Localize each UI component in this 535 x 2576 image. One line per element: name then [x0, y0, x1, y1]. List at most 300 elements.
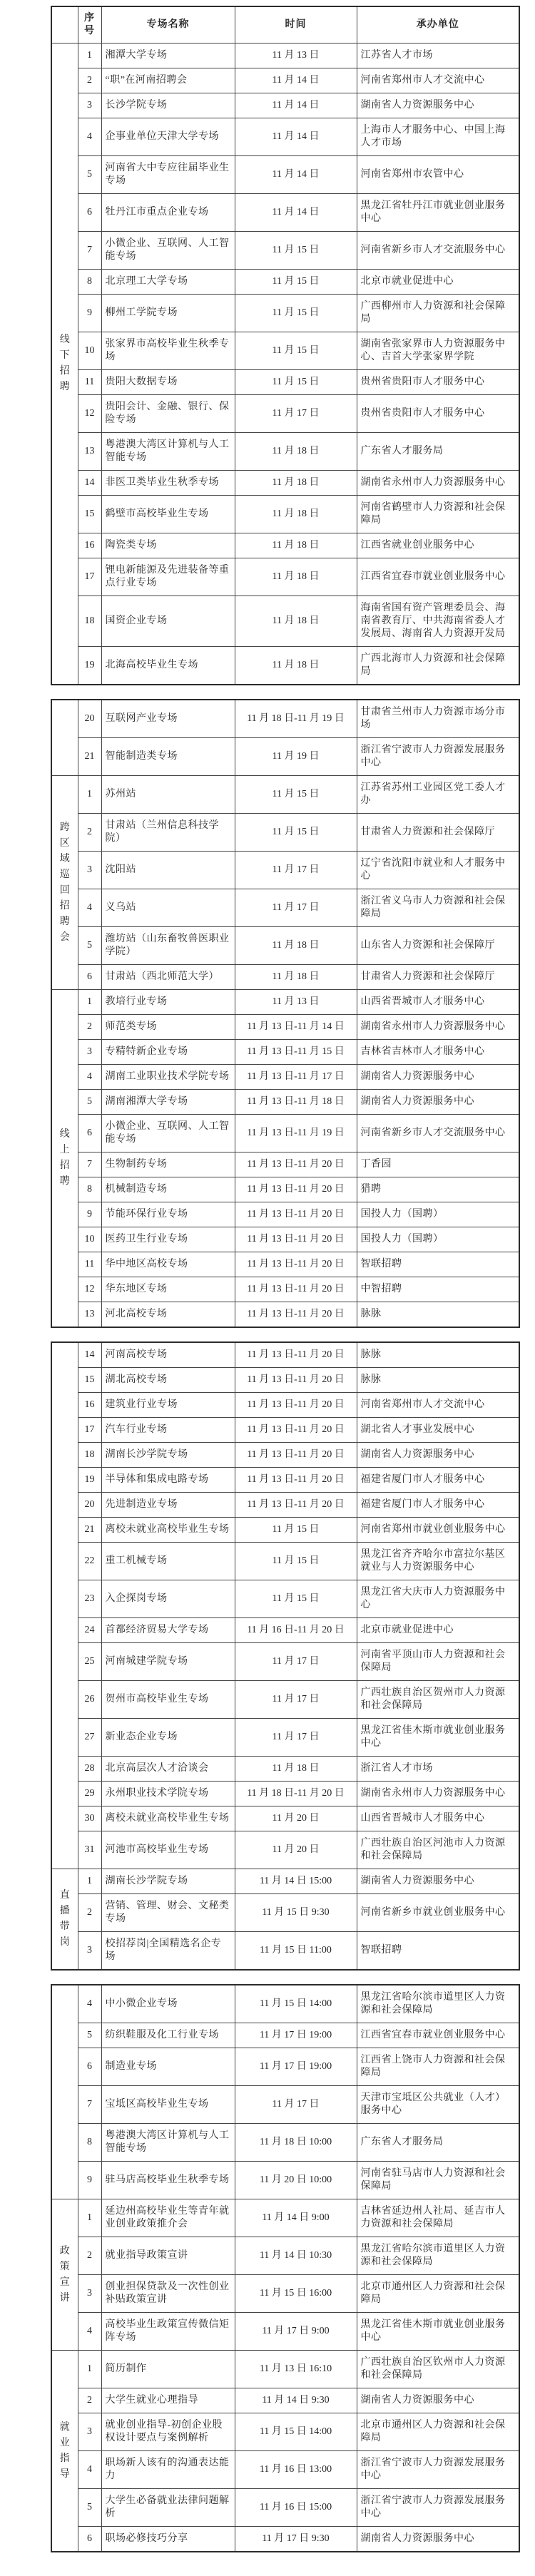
- cell-name: 半导体和集成电路专场: [101, 1468, 235, 1493]
- table-row: [51, 700, 519, 738]
- cell-org: 河南省新乡市人才交流服务中心: [357, 232, 519, 270]
- table-row: [51, 533, 519, 558]
- group-label-empty: [51, 1985, 78, 2199]
- cell-time: 11 月 13 日-11 月 14 日: [235, 1015, 357, 1040]
- cell-time: 11 月 15 日: [235, 332, 357, 370]
- cell-org: 浙江省宁波市人力资源发展服务中心: [357, 738, 519, 776]
- cell-time: 11 月 16 日-11 月 20 日: [235, 1618, 357, 1643]
- cell-name: 入企探岗专场: [101, 1580, 235, 1618]
- cell-org: 浙江省宁波市人力资源发展服务中心: [357, 2451, 519, 2489]
- cell-no: 17: [78, 558, 101, 596]
- cell-no: 27: [78, 1719, 101, 1757]
- cell-time: 11 月 13 日: [235, 990, 357, 1015]
- cell-name: 北海高校毕业生专场: [101, 647, 235, 685]
- cell-name: 锂电新能源及先进装备等重点行业专场: [101, 558, 235, 596]
- cell-no: 1: [78, 1869, 101, 1894]
- cell-org: 河南省新乡市就业创业服务中心: [357, 1894, 519, 1932]
- cell-time: 11 月 13 日-11 月 18 日: [235, 1090, 357, 1115]
- cell-no: 18: [78, 596, 101, 647]
- table-row: [51, 1468, 519, 1493]
- cell-name: 河北高校专场: [101, 1302, 235, 1328]
- table-row: [51, 1040, 519, 1065]
- cell-time: 11 月 13 日-11 月 20 日: [235, 1152, 357, 1177]
- cell-org: 脉脉: [357, 1302, 519, 1328]
- cell-no: 1: [78, 990, 101, 1015]
- cell-name: 国资企业专场: [101, 596, 235, 647]
- cell-name: 永州职业技术学院专场: [101, 1782, 235, 1806]
- cell-org: 山西省晋城市人才服务中心: [357, 990, 519, 1015]
- group-label-text: 线 上 招 聘: [59, 1129, 70, 1187]
- cell-no: 2: [78, 1015, 101, 1040]
- cell-org: 黑龙江省哈尔滨市道里区人力资源和社会保障局: [357, 1985, 519, 2023]
- cell-no: 2: [78, 814, 101, 852]
- cell-org: 湖南省人力资源服务中心: [357, 2527, 519, 2552]
- cell-no: 15: [78, 1368, 101, 1393]
- cell-org: 甘肃省人力资源和社会保障厅: [357, 814, 519, 852]
- cell-name: 华中地区高校专场: [101, 1252, 235, 1277]
- cell-org: 广东省人才服务局: [357, 2124, 519, 2162]
- cell-time: 11 月 15 日 9:30: [235, 1894, 357, 1932]
- cell-name: 贵阳大数据专场: [101, 370, 235, 395]
- cell-name: 湘潭大学专场: [101, 44, 235, 68]
- cell-name: 机械制造专场: [101, 1177, 235, 1202]
- cell-name: 医药卫生行业专场: [101, 1227, 235, 1252]
- cell-no: 20: [78, 700, 101, 738]
- cell-time: 11 月 17 日 19:00: [235, 2048, 357, 2086]
- cell-org: 山东省人力资源和社会保障厅: [357, 927, 519, 965]
- cell-time: 11 月 13 日-11 月 20 日: [235, 1393, 357, 1418]
- cell-time: 11 月 16 日 15:00: [235, 2489, 357, 2527]
- table-root: [51, 6, 535, 2552]
- cell-no: 10: [78, 332, 101, 370]
- cell-org: 湖南省人力资源服务中心: [357, 2388, 519, 2413]
- cell-no: 10: [78, 1227, 101, 1252]
- cell-org: 浙江省义乌市人力资源和社会保障局: [357, 889, 519, 927]
- cell-name: 华东地区专场: [101, 1277, 235, 1302]
- cell-name: 北京高层次人才洽谈会: [101, 1757, 235, 1782]
- group-label-text: 政 策 宣 讲: [59, 2245, 70, 2304]
- cell-org: 广西壮族自治区贺州市人力资源和社会保障局: [357, 1681, 519, 1719]
- cell-time: 11 月 13 日-11 月 20 日: [235, 1418, 357, 1443]
- cell-time: 11 月 18 日: [235, 433, 357, 471]
- cell-no: 19: [78, 1468, 101, 1493]
- table-row: [51, 1806, 519, 1831]
- cell-name: 小微企业、互联网、人工智能专场: [101, 232, 235, 270]
- table-row: [51, 1393, 519, 1418]
- table-row: [51, 1443, 519, 1468]
- cell-name: 沈阳站: [101, 852, 235, 889]
- cell-org: 贵州省贵阳市人才服务中心: [357, 370, 519, 395]
- table-row: [51, 2413, 519, 2451]
- cell-no: 2: [78, 68, 101, 93]
- table-row: [51, 1065, 519, 1090]
- cell-no: 4: [78, 1065, 101, 1090]
- cell-no: 2: [78, 2237, 101, 2275]
- cell-time: 11 月 16 日 13:00: [235, 2451, 357, 2489]
- cell-time: 11 月 14 日: [235, 194, 357, 232]
- table-row: [51, 990, 519, 1015]
- cell-no: 3: [78, 2413, 101, 2451]
- cell-org: 浙江省人才市场: [357, 1757, 519, 1782]
- cell-time: 11 月 15 日: [235, 1518, 357, 1543]
- cell-org: 吉林省延边州人社局、延吉市人力资源和社会保障局: [357, 2199, 519, 2237]
- cell-no: 11: [78, 1252, 101, 1277]
- cell-time: 11 月 13 日-11 月 20 日: [235, 1368, 357, 1393]
- cell-no: 25: [78, 1643, 101, 1681]
- cell-name: 高校毕业生政策宣传微信矩阵专场: [101, 2313, 235, 2351]
- cell-no: 2: [78, 2388, 101, 2413]
- cell-no: 5: [78, 156, 101, 194]
- cell-no: 6: [78, 1115, 101, 1152]
- cell-name: 长沙学院专场: [101, 93, 235, 118]
- cell-org: 湖南省人力资源服务中心: [357, 1090, 519, 1115]
- cell-org: 中智招聘: [357, 1277, 519, 1302]
- cell-time: 11 月 18 日: [235, 471, 357, 496]
- cell-name: 河南省大中专应往届毕业生专场: [101, 156, 235, 194]
- cell-no: 26: [78, 1681, 101, 1719]
- cell-org: 黑龙江省大庆市人力资源服务中心: [357, 1580, 519, 1618]
- cell-name: 驻马店高校毕业生秋季专场: [101, 2162, 235, 2199]
- cell-org: 猎聘: [357, 1177, 519, 1202]
- table-row: [51, 270, 519, 295]
- cell-time: 11 月 13 日 16:10: [235, 2351, 357, 2388]
- cell-time: 11 月 18 日 10:00: [235, 2124, 357, 2162]
- cell-name: 建筑业行业专场: [101, 1393, 235, 1418]
- table-row: [51, 1985, 519, 2023]
- group-label-empty: [51, 700, 78, 776]
- cell-no: 7: [78, 1152, 101, 1177]
- cell-no: 11: [78, 370, 101, 395]
- cell-time: 11 月 15 日 14:00: [235, 2413, 357, 2451]
- table-row: [51, 332, 519, 370]
- table-row: [51, 596, 519, 647]
- cell-name: 湖南工业职业技术学院专场: [101, 1065, 235, 1090]
- cell-org: 脉脉: [357, 1368, 519, 1393]
- cell-org: 河南省新乡市人才交流服务中心: [357, 1115, 519, 1152]
- cell-org: 湖南省人力资源服务中心: [357, 93, 519, 118]
- cell-no: 5: [78, 2489, 101, 2527]
- cell-no: 3: [78, 93, 101, 118]
- table-row: [51, 295, 519, 332]
- table-row: [51, 2351, 519, 2388]
- group-label-text: 线 下 招 聘: [59, 334, 70, 392]
- cell-time: 11 月 18 日-11 月 19 日: [235, 700, 357, 738]
- cell-org: 福建省厦门市人才服务中心: [357, 1468, 519, 1493]
- cell-org: 黑龙江省齐齐哈尔市富拉尔基区就业与人力资源服务中心: [357, 1543, 519, 1580]
- cell-org: 北京市就业促进中心: [357, 270, 519, 295]
- table-row: [51, 2275, 519, 2313]
- cell-name: 义乌站: [101, 889, 235, 927]
- cell-org: 湖南省永州市人力资源服务中心: [357, 1015, 519, 1040]
- table-row: [51, 2048, 519, 2086]
- cell-name: 河池市高校毕业生专场: [101, 1831, 235, 1869]
- cell-name: 宝坻区高校毕业生专场: [101, 2086, 235, 2124]
- cell-no: 30: [78, 1806, 101, 1831]
- table-row: [51, 471, 519, 496]
- cell-org: 河南省郑州市人才交流中心: [357, 68, 519, 93]
- cell-org: 湖南省人力资源服务中心: [357, 1065, 519, 1090]
- cell-time: 11 月 14 日 15:00: [235, 1869, 357, 1894]
- cell-org: 广西壮族自治区钦州市人力资源和社会保障局: [357, 2351, 519, 2388]
- table-row: [51, 1202, 519, 1227]
- cell-time: 11 月 17 日: [235, 2086, 357, 2124]
- header-row: [51, 6, 519, 44]
- cell-name: 湖北高校专场: [101, 1368, 235, 1393]
- cell-no: 3: [78, 852, 101, 889]
- cell-no: 1: [78, 776, 101, 814]
- cell-org: 贵州省贵阳市人才服务中心: [357, 395, 519, 433]
- cell-org: 国投人力（国聘）: [357, 1227, 519, 1252]
- cell-time: 11 月 14 日: [235, 93, 357, 118]
- cell-name: 首都经济贸易大学专场: [101, 1618, 235, 1643]
- cell-name: 就业指导政策宣讲: [101, 2237, 235, 2275]
- cell-time: 11 月 15 日 14:00: [235, 1985, 357, 2023]
- cell-name: 非医卫类毕业生秋季专场: [101, 471, 235, 496]
- table-row: [51, 1252, 519, 1277]
- cell-no: 21: [78, 738, 101, 776]
- cell-no: 4: [78, 118, 101, 156]
- cell-no: 6: [78, 194, 101, 232]
- cell-time: 11 月 13 日-11 月 20 日: [235, 1227, 357, 1252]
- table-row: [51, 2451, 519, 2489]
- cell-time: 11 月 13 日-11 月 20 日: [235, 1202, 357, 1227]
- cell-time: 11 月 17 日: [235, 395, 357, 433]
- cell-name: 校招荐岗|全国精选名企专场: [101, 1932, 235, 1971]
- cell-no: 20: [78, 1493, 101, 1518]
- cell-no: 13: [78, 433, 101, 471]
- cell-no: 15: [78, 496, 101, 533]
- table-row: [51, 2086, 519, 2124]
- cell-name: 重工机械专场: [101, 1543, 235, 1580]
- table-row: [51, 1302, 519, 1328]
- cell-org: 河南省平顶山市人力资源和社会保障局: [357, 1643, 519, 1681]
- cell-time: 11 月 14 日 9:30: [235, 2388, 357, 2413]
- cell-no: 5: [78, 1090, 101, 1115]
- group-label: [51, 776, 78, 990]
- table-row: [51, 738, 519, 776]
- table-row: [51, 1618, 519, 1643]
- cell-org: 河南省郑州市人才交流中心: [357, 1393, 519, 1418]
- cell-name: 职场必修技巧分享: [101, 2527, 235, 2552]
- cell-org: 甘肃省人力资源和社会保障厅: [357, 965, 519, 990]
- cell-name: 就业创业指导-初创企业股权设计要点与案例解析: [101, 2413, 235, 2451]
- cell-name: 纺织鞋服及化工行业专场: [101, 2023, 235, 2048]
- cell-no: 7: [78, 232, 101, 270]
- cell-name: 湖南湘潭大学专场: [101, 1090, 235, 1115]
- cell-time: 11 月 17 日: [235, 889, 357, 927]
- group-label-text: 直 播 带 岗: [59, 1890, 70, 1948]
- cell-name: 甘肃站（西北师范大学）: [101, 965, 235, 990]
- cell-no: 9: [78, 295, 101, 332]
- table-row: [51, 2023, 519, 2048]
- cell-no: 8: [78, 2124, 101, 2162]
- group-label-text: 跨 区 域 巡 回 招 聘 会: [59, 822, 70, 943]
- cell-time: 11 月 14 日 9:00: [235, 2199, 357, 2237]
- cell-time: 11 月 13 日-11 月 15 日: [235, 1040, 357, 1065]
- group-label: [51, 990, 78, 1328]
- cell-time: 11 月 15 日 16:00: [235, 2275, 357, 2313]
- table-row: [51, 1782, 519, 1806]
- cell-no: 3: [78, 2275, 101, 2313]
- table-row: [51, 1418, 519, 1443]
- cell-time: 11 月 18 日: [235, 647, 357, 685]
- cell-time: 11 月 13 日-11 月 20 日: [235, 1252, 357, 1277]
- cell-time: 11 月 15 日: [235, 270, 357, 295]
- group-label: [51, 2199, 78, 2351]
- table-row: [51, 194, 519, 232]
- cell-org: 脉脉: [357, 1342, 519, 1368]
- cell-name: 简历制作: [101, 2351, 235, 2388]
- cell-no: 8: [78, 1177, 101, 1202]
- cell-time: 11 月 13 日-11 月 20 日: [235, 1342, 357, 1368]
- cell-name: 职场新人该有的沟通表达能力: [101, 2451, 235, 2489]
- cell-org: 湖南省人力资源服务中心: [357, 1869, 519, 1894]
- cell-org: 吉林省吉林市人才服务中心: [357, 1040, 519, 1065]
- cell-time: 11 月 18 日: [235, 596, 357, 647]
- cell-no: 21: [78, 1518, 101, 1543]
- table-row: [51, 44, 519, 68]
- cell-name: 离校未就业高校毕业生专场: [101, 1806, 235, 1831]
- cell-org: 智联招聘: [357, 1932, 519, 1971]
- cell-no: 14: [78, 1342, 101, 1368]
- cell-org: 河南省郑州市就业创业服务中心: [357, 1518, 519, 1543]
- table-row: [51, 1227, 519, 1252]
- cell-time: 11 月 18 日: [235, 927, 357, 965]
- cell-name: 大学生就业心理指导: [101, 2388, 235, 2413]
- cell-org: 国投人力（国聘）: [357, 1202, 519, 1227]
- cell-name: 师范类专场: [101, 1015, 235, 1040]
- table-row: [51, 2527, 519, 2552]
- table-row: [51, 1580, 519, 1618]
- cell-org: 山西省晋城市人才服务中心: [357, 1806, 519, 1831]
- cell-name: 潍坊站（山东畜牧兽医职业学院）: [101, 927, 235, 965]
- cell-org: 广西壮族自治区河池市人力资源和社会保障局: [357, 1831, 519, 1869]
- cell-no: 4: [78, 2451, 101, 2489]
- table-row: [51, 1277, 519, 1302]
- group-label: [51, 1869, 78, 1971]
- cell-no: 6: [78, 965, 101, 990]
- cell-name: 河南城建学院专场: [101, 1643, 235, 1681]
- cell-no: 17: [78, 1418, 101, 1443]
- cell-no: 29: [78, 1782, 101, 1806]
- cell-no: 3: [78, 1932, 101, 1971]
- table-row: [51, 1368, 519, 1393]
- cell-time: 11 月 20 日 10:00: [235, 2162, 357, 2199]
- cell-name: 中小微企业专场: [101, 1985, 235, 2023]
- cell-name: 柳州工学院专场: [101, 295, 235, 332]
- table-row: [51, 852, 519, 889]
- cell-name: 湖南长沙学院专场: [101, 1869, 235, 1894]
- cell-time: 11 月 13 日-11 月 20 日: [235, 1302, 357, 1328]
- cell-time: 11 月 17 日: [235, 1719, 357, 1757]
- cell-time: 11 月 13 日-11 月 20 日: [235, 1277, 357, 1302]
- cell-org: 湖南省张家界市人力资源服务中心、吉首大学张家界学院: [357, 332, 519, 370]
- cell-no: 12: [78, 1277, 101, 1302]
- cell-time: 11 月 17 日: [235, 1681, 357, 1719]
- cell-time: 11 月 15 日: [235, 814, 357, 852]
- table-row: [51, 1152, 519, 1177]
- cell-name: 牡丹江市重点企业专场: [101, 194, 235, 232]
- cell-time: 11 月 14 日: [235, 156, 357, 194]
- table-row: [51, 1894, 519, 1932]
- table-row: [51, 1869, 519, 1894]
- table-row: [51, 776, 519, 814]
- table-row: [51, 2162, 519, 2199]
- cell-name: 制造业专场: [101, 2048, 235, 2086]
- cell-time: 11 月 15 日: [235, 370, 357, 395]
- schedule-block: [51, 6, 520, 685]
- cell-time: 11 月 15 日 11:00: [235, 1932, 357, 1971]
- cell-time: 11 月 15 日: [235, 232, 357, 270]
- table-row: [51, 1115, 519, 1152]
- cell-no: 4: [78, 889, 101, 927]
- table-row: [51, 1543, 519, 1580]
- cell-time: 11 月 18 日: [235, 533, 357, 558]
- cell-name: 大学生必备就业法律问题解析: [101, 2489, 235, 2527]
- table-row: [51, 1493, 519, 1518]
- column-header-time: 时间: [235, 6, 357, 44]
- cell-org: 河南省郑州市农管中心: [357, 156, 519, 194]
- table-row: [51, 433, 519, 471]
- table-row: [51, 2489, 519, 2527]
- cell-org: 江西省就业创业服务中心: [357, 533, 519, 558]
- table-row: [51, 2388, 519, 2413]
- schedule-block: [51, 1984, 520, 2552]
- cell-org: 湖南省人力资源服务中心: [357, 1443, 519, 1468]
- group-label-empty: [51, 1342, 78, 1869]
- cell-no: 1: [78, 2351, 101, 2388]
- cell-time: 11 月 15 日: [235, 776, 357, 814]
- table-row: [51, 965, 519, 990]
- cell-name: 延边州高校毕业生等青年就业创业政策推介会: [101, 2199, 235, 2237]
- cell-name: 河南高校专场: [101, 1342, 235, 1368]
- cell-org: 黑龙江省牡丹江市就业创业服务中心: [357, 194, 519, 232]
- cell-no: 22: [78, 1543, 101, 1580]
- cell-name: 湖南长沙学院专场: [101, 1443, 235, 1468]
- cell-org: 北京市通州区人力资源和社会保障局: [357, 2275, 519, 2313]
- cell-time: 11 月 17 日: [235, 852, 357, 889]
- cell-time: 11 月 17 日 9:00: [235, 2313, 357, 2351]
- column-header-name: 专场名称: [101, 6, 235, 44]
- cell-time: 11 月 20 日: [235, 1806, 357, 1831]
- column-header-no: 序号: [78, 6, 101, 44]
- cell-time: 11 月 13 日-11 月 17 日: [235, 1065, 357, 1090]
- cell-no: 1: [78, 2199, 101, 2237]
- cell-org: 广东省人才服务局: [357, 433, 519, 471]
- cell-no: 23: [78, 1580, 101, 1618]
- cell-time: 11 月 19 日: [235, 738, 357, 776]
- cell-no: 18: [78, 1443, 101, 1468]
- cell-org: 福建省厦门市人才服务中心: [357, 1493, 519, 1518]
- cell-org: 黑龙江省佳木斯市就业创业服务中心: [357, 1719, 519, 1757]
- table-row: [51, 1681, 519, 1719]
- cell-org: 江苏省苏州工业园区党工委人才办: [357, 776, 519, 814]
- group-label: [51, 44, 78, 685]
- cell-time: 11 月 13 日: [235, 44, 357, 68]
- table-row: [51, 93, 519, 118]
- cell-org: 江西省上饶市人力资源和社会保障局: [357, 2048, 519, 2086]
- cell-no: 5: [78, 927, 101, 965]
- cell-time: 11 月 17 日 19:00: [235, 2023, 357, 2048]
- table-row: [51, 1719, 519, 1757]
- cell-org: 河南省鹤壁市人力资源和社会保障局: [357, 496, 519, 533]
- cell-no: 31: [78, 1831, 101, 1869]
- cell-no: 6: [78, 2527, 101, 2552]
- cell-no: 4: [78, 1985, 101, 2023]
- cell-time: 11 月 15 日: [235, 295, 357, 332]
- cell-org: 江苏省人才市场: [357, 44, 519, 68]
- cell-name: 新业态企业专场: [101, 1719, 235, 1757]
